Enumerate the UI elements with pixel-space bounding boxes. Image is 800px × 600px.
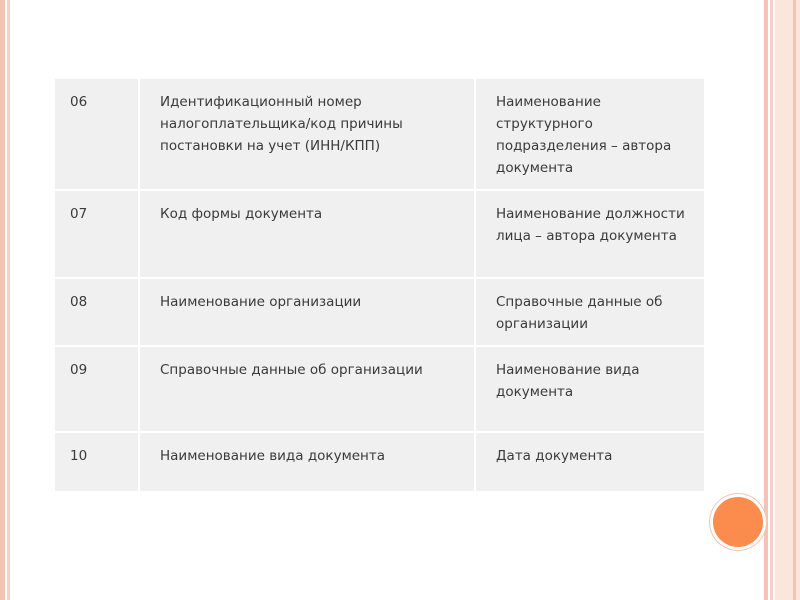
requisite-name-left: Наименование вида документа	[139, 432, 475, 491]
requisite-name-right: Наименование должности лица – автора документа	[475, 190, 704, 278]
right-border-band	[775, 0, 800, 600]
left-border-inner-strip	[7, 0, 10, 600]
row-number: 08	[55, 278, 139, 346]
requisite-name-right: Дата документа	[496, 448, 613, 464]
row-number: 09	[55, 346, 139, 432]
requisite-name-left: Справочные данные об организации	[139, 346, 475, 432]
right-border-strip	[764, 0, 768, 600]
requisite-name-left: Код формы документа	[139, 190, 475, 278]
right-border-inner-strip	[770, 0, 773, 600]
requisite-name-left: Идентификационный номер налогоплательщика/код причины постановки на учет (ИНН/КПП)	[139, 79, 475, 190]
document-requisites-table	[55, 79, 704, 491]
row-number: 06	[55, 79, 139, 190]
row-number: 10	[55, 432, 139, 491]
table-row	[55, 79, 704, 190]
table-row	[55, 346, 704, 432]
requisite-name-left: Наименование организации	[139, 278, 475, 346]
table-row	[55, 278, 704, 346]
right-border-edge-strip	[793, 0, 796, 600]
requisite-name-right: Наименование вида документа	[475, 346, 704, 432]
requisite-name-right: Наименование структурного подразделения – автора документа	[475, 79, 704, 190]
requisite-name-right: Справочные данные об организации	[475, 278, 704, 346]
table-row	[55, 190, 704, 278]
orange-circle-decoration	[713, 497, 763, 547]
table-row	[55, 432, 704, 491]
row-number: 07	[55, 190, 139, 278]
